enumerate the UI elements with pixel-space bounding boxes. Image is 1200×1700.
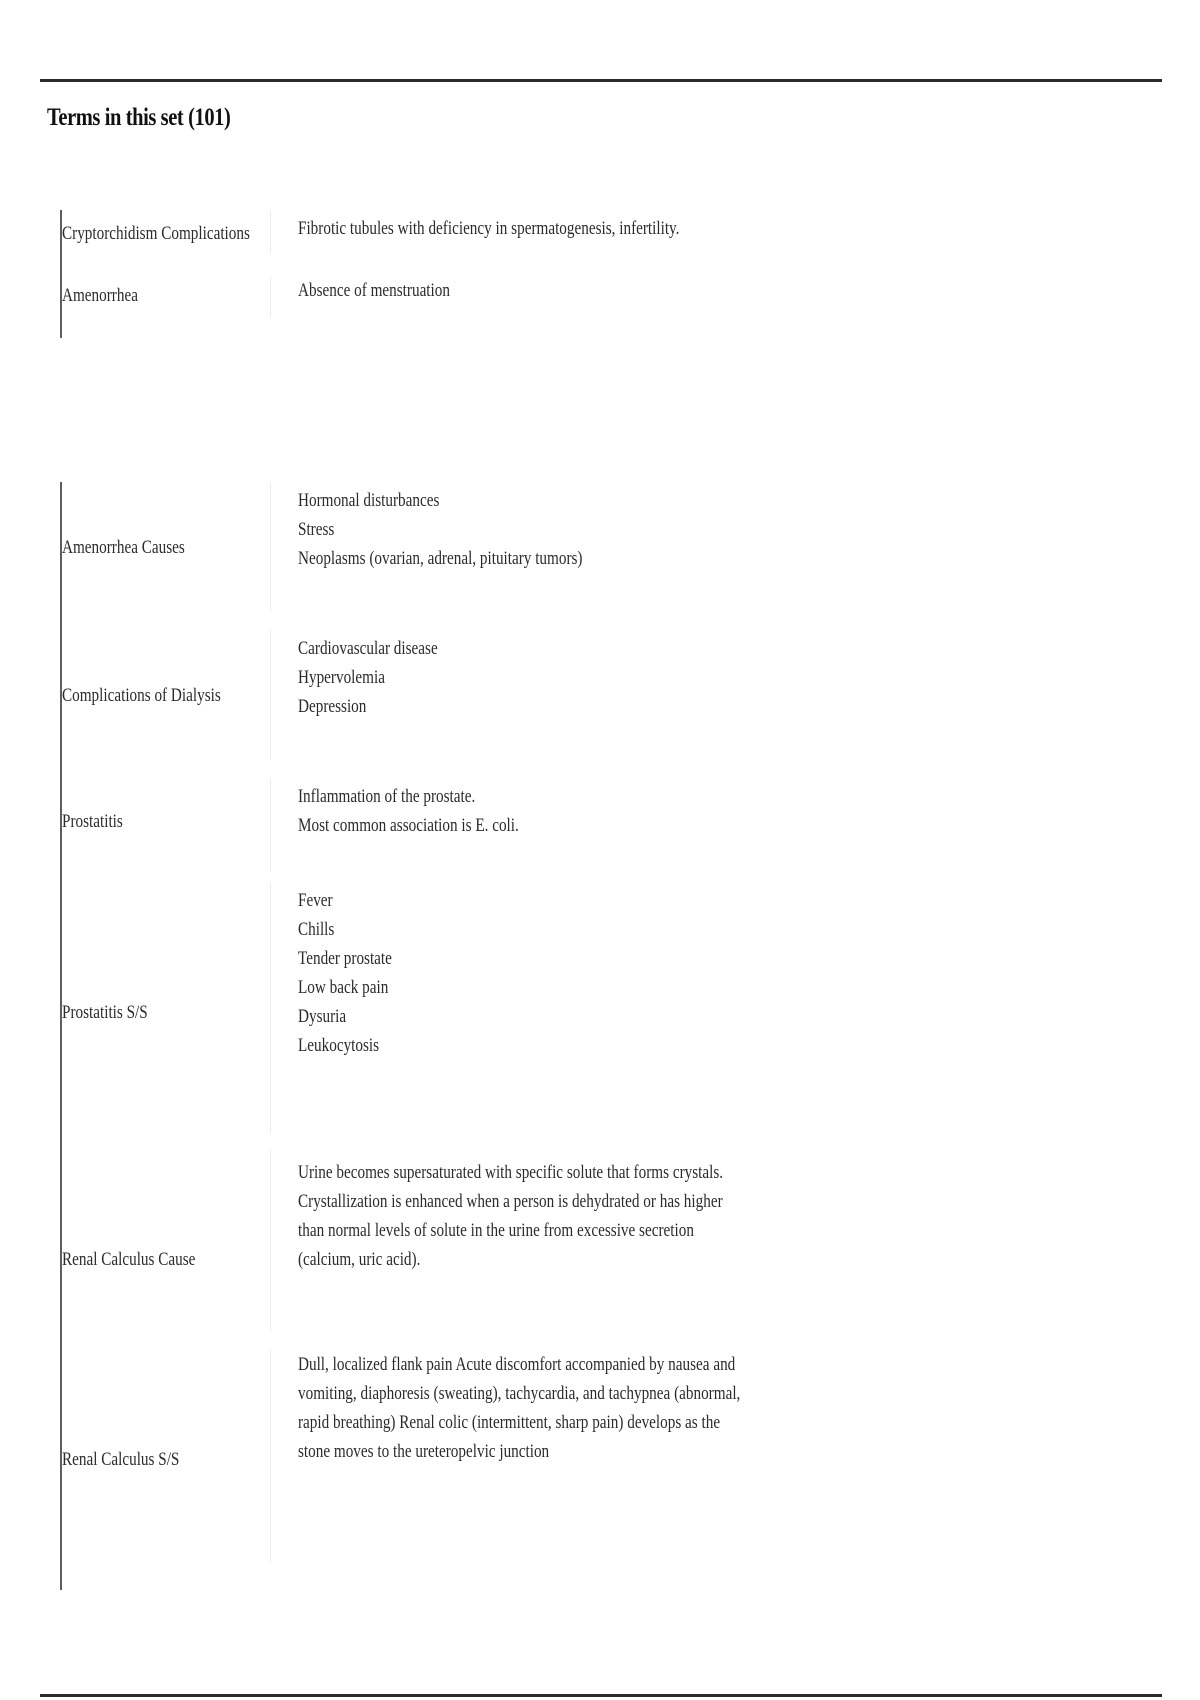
- flashcard-row[interactable]: [62, 630, 762, 760]
- flashcard-row[interactable]: [62, 272, 762, 338]
- definition-line: Tender prostate: [298, 948, 392, 969]
- bottom-divider: [40, 1694, 1162, 1697]
- card-term: Complications of Dialysis: [62, 685, 221, 706]
- definition-line: (calcium, uric acid).: [298, 1249, 421, 1270]
- card-divider: [270, 1150, 271, 1332]
- card-divider: [270, 482, 271, 612]
- definition-line: Crystallization is enhanced when a person is dehydrated or has higher: [298, 1191, 723, 1212]
- card-term: Prostatitis S/S: [62, 1002, 148, 1023]
- card-term: Renal Calculus S/S: [62, 1449, 180, 1470]
- definition-line: Urine becomes supersaturated with specific solute that forms crystals.: [298, 1162, 724, 1183]
- definition-line: Most common association is E. coli.: [298, 815, 519, 836]
- card-term: Amenorrhea: [62, 285, 138, 306]
- definition-line: Hormonal disturbances: [298, 490, 440, 511]
- definition-line: rapid breathing) Renal colic (intermittent, sharp pain) develops as the: [298, 1412, 721, 1433]
- card-divider: [270, 1350, 271, 1562]
- card-definition: [298, 782, 682, 840]
- card-definition: [298, 886, 682, 1060]
- card-divider: [270, 210, 271, 254]
- card-term: Amenorrhea Causes: [62, 537, 185, 558]
- set-heading: Terms in this set (101): [47, 104, 231, 131]
- card-term: Prostatitis: [62, 811, 123, 832]
- card-term: Cryptorchidism Complications: [62, 223, 250, 244]
- definition-line: Neoplasms (ovarian, adrenal, pituitary tumors): [298, 548, 583, 569]
- card-definition: [298, 276, 682, 305]
- card-divider: [270, 630, 271, 760]
- definition-line: Low back pain: [298, 977, 389, 998]
- card-definition: [298, 634, 682, 721]
- definition-line: Chills: [298, 919, 335, 940]
- card-divider: [270, 778, 271, 872]
- card-divider: [270, 276, 271, 318]
- definition-line: vomiting, diaphoresis (sweating), tachycardia, and tachypnea (abnormal,: [298, 1383, 741, 1404]
- card-term: Renal Calculus Cause: [62, 1249, 196, 1270]
- flashcard-row[interactable]: [62, 482, 762, 612]
- definition-line: Hypervolemia: [298, 667, 385, 688]
- definition-line: Fibrotic tubules with deficiency in spermatogenesis, infertility.: [298, 218, 680, 239]
- definition-line: Depression: [298, 696, 367, 717]
- card-definition: [298, 1158, 724, 1274]
- terms-group-2: [60, 482, 762, 1590]
- definition-line: Inflammation of the prostate.: [298, 786, 476, 807]
- definition-line: Dysuria: [298, 1006, 347, 1027]
- definition-line: Stress: [298, 519, 335, 540]
- flashcard-row[interactable]: [62, 1150, 762, 1332]
- flashcard-row[interactable]: [62, 1350, 762, 1582]
- definition-line: Fever: [298, 890, 333, 911]
- terms-group-1: [60, 210, 762, 338]
- definition-line: Absence of menstruation: [298, 280, 450, 301]
- flashcard-row[interactable]: [62, 778, 762, 878]
- definition-line: Leukocytosis: [298, 1035, 380, 1056]
- card-definition: [298, 214, 682, 243]
- top-divider: [40, 79, 1162, 82]
- definition-line: Dull, localized flank pain Acute discomfort accompanied by nausea and: [298, 1354, 736, 1375]
- flashcard-row[interactable]: [62, 882, 762, 1140]
- definition-line: Cardiovascular disease: [298, 638, 438, 659]
- card-divider: [270, 882, 271, 1134]
- definition-line: stone moves to the ureteropelvic junction: [298, 1441, 550, 1462]
- definition-line: than normal levels of solute in the urine from excessive secretion: [298, 1220, 694, 1241]
- flashcard-row[interactable]: [62, 210, 762, 272]
- card-definition: [298, 1350, 741, 1466]
- card-definition: [298, 486, 682, 573]
